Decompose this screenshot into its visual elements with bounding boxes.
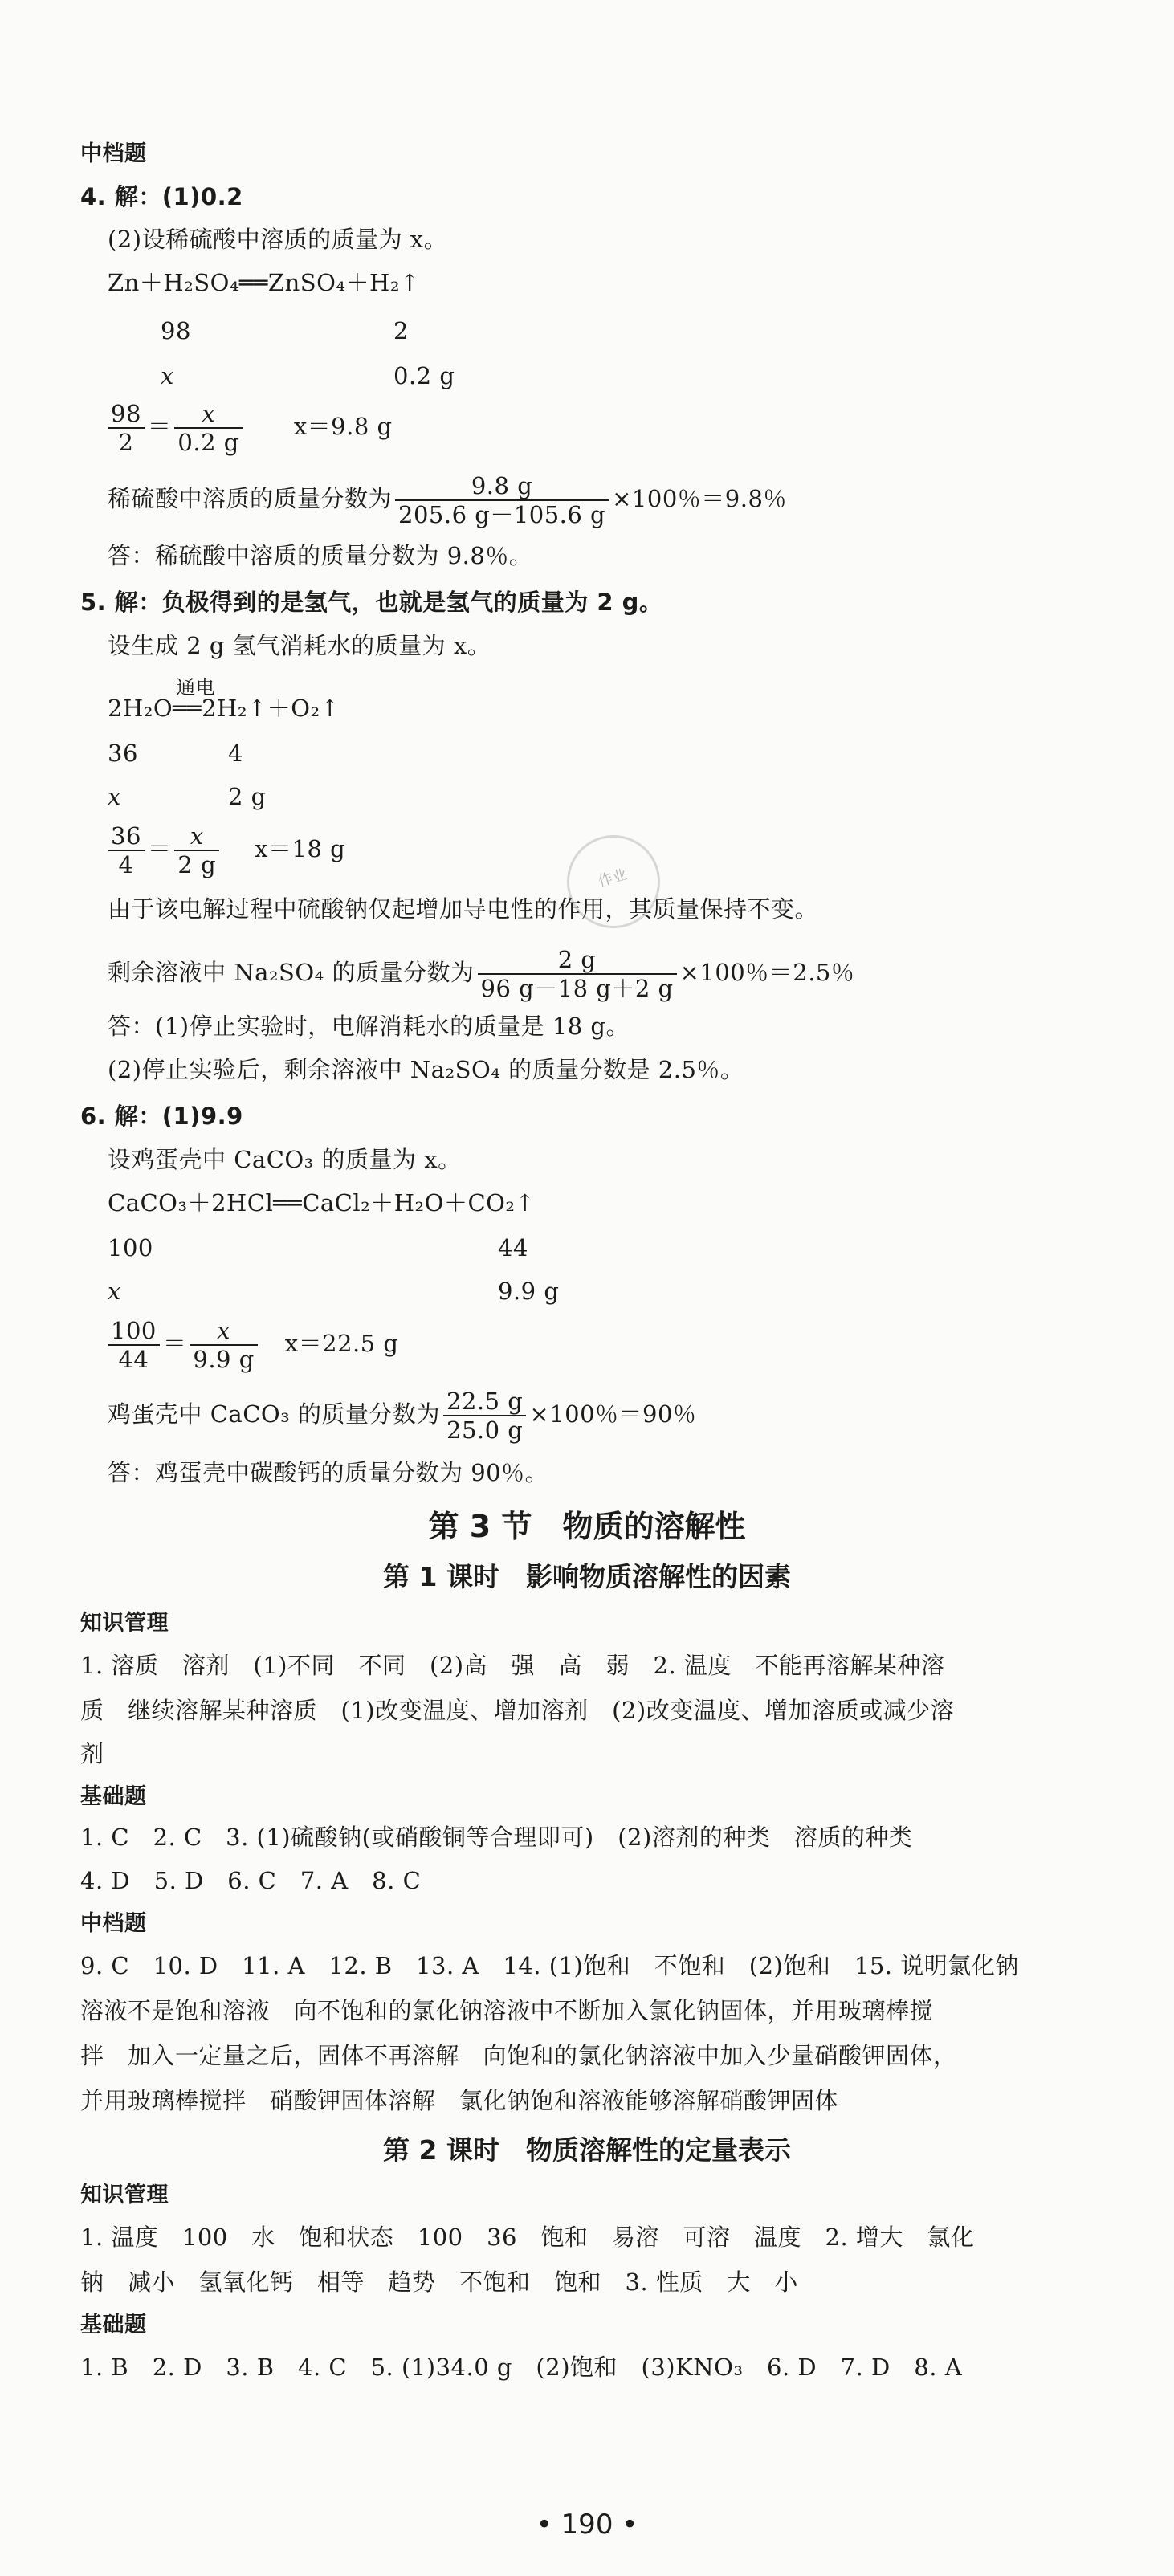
q4-equation: Zn＋H₂SO₄══ZnSO₄＋H₂↑: [108, 269, 420, 296]
q6-ratio-b2: 9.9 g: [498, 1278, 560, 1305]
zs1-line2: 质 继续溶解某种溶质 (1)改变温度、增加溶剂 (2)改变温度、增加溶质或减少溶: [80, 1697, 955, 1724]
mid2-line3: 拌 加入一定量之后，固体不再溶解 向饱和的氯化钠溶液中加入少量硝酸钾固体，: [80, 2042, 957, 2069]
jc1-line2: 4. D 5. D 6. C 7. A 8. C: [80, 1867, 422, 1894]
q6-ratio-a1: 100: [108, 1234, 153, 1262]
q4-line1: 4. 解：(1)0.2: [80, 183, 243, 210]
q4-frac1: $\frac{98}{2}$: [108, 400, 145, 456]
q6-proportion: $\frac{100}{44}$ ＝ $\frac{x}{9.9 g}$ x＝22.5 g: [104, 1317, 399, 1373]
heading-knowledge-1: 知识管理: [80, 1611, 169, 1636]
zs1-line1: 1. 溶质 溶剂 (1)不同 不同 (2)高 强 高 弱 2. 温度 不能再溶解某种溶: [80, 1652, 945, 1679]
q4-ratio-b1: 2: [393, 317, 409, 344]
lesson2-title: 第 2 课时 物质溶解性的定量表示: [383, 2134, 791, 2166]
q5-ratio-a1: 36: [108, 740, 138, 767]
jc2-line1: 1. B 2. D 3. B 4. C 5. (1)34.0 g (2)饱和 (3)KNO₃ 6. D 7. D 8. A: [80, 2354, 963, 2381]
q4-answer: 答：稀硫酸中溶质的质量分数为 9.8％。: [108, 542, 533, 569]
watermark-stamp: 作业: [556, 825, 671, 939]
q5-answer2: (2)停止实验后，剩余溶液中 Na₂SO₄ 的质量分数是 2.5％。: [108, 1056, 744, 1083]
q4-proportion: $\frac{98}{2}$ ＝ $\frac{x}{0.2 g}$ x＝9.8 g: [104, 400, 393, 456]
mid2-line2: 溶液不是饱和溶液 向不饱和的氯化钠溶液中不断加入氯化钠固体，并用玻璃棒搅: [80, 1997, 934, 2024]
q5-ratio-b1: 4: [228, 740, 243, 767]
q6-mass-fraction: 鸡蛋壳中 CaCO₃ 的质量分数为 $\frac{22.5 g}{25.0 g}$ ×100％＝90％: [108, 1388, 697, 1444]
q6-ratio-a2: x: [108, 1278, 121, 1305]
mid2-line4: 并用玻璃棒搅拌 硝酸钾固体溶解 氯化钠饱和溶液能够溶解硝酸钾固体: [80, 2087, 839, 2114]
q4-ratio-a1: 98: [161, 317, 191, 344]
q5-proportion: $\frac{36}{4}$ ＝ $\frac{x}{2 g}$ x＝18 g: [104, 822, 345, 878]
zs2-line1: 1. 温度 100 水 饱和状态 100 36 饱和 易溶 可溶 温度 2. 增大 氯化: [80, 2223, 975, 2251]
q5-answer1: 答：(1)停止实验时，电解消耗水的质量是 18 g。: [108, 1013, 630, 1040]
q6-equation: CaCO₃＋2HCl══CaCl₂＋H₂O＋CO₂↑: [108, 1189, 536, 1217]
zs2-line2: 钠 减小 氢氧化钙 相等 趋势 不饱和 饱和 3. 性质 大 小: [80, 2268, 798, 2296]
q4-ratio-a2: x: [161, 362, 174, 389]
q6-answer: 答：鸡蛋壳中碳酸钙的质量分数为 90％。: [108, 1459, 549, 1486]
zs1-line3: 剂: [80, 1740, 104, 1767]
q4-ratio-b2: 0.2 g: [393, 362, 455, 389]
q6-line1: 6. 解：(1)9.9: [80, 1103, 243, 1130]
jc1-line1: 1. C 2. C 3. (1)硫酸钠(或硝酸铜等合理即可) (2)溶剂的种类 溶质的种类: [80, 1824, 913, 1851]
heading-knowledge-2: 知识管理: [80, 2183, 169, 2207]
q4-mass-fraction: 稀硫酸中溶质的质量分数为 $\frac{9.8 g}{205.6 g-105.6 g}$ ×100％＝9.8％: [108, 472, 787, 528]
heading-basic-1: 基础题: [80, 1784, 147, 1809]
heading-medium-2: 中档题: [80, 1911, 147, 1936]
q6-ratio-b1: 44: [498, 1234, 528, 1262]
heading-basic-2: 基础题: [80, 2313, 147, 2338]
q6-line2: 设鸡蛋壳中 CaCO₃ 的质量为 x。: [108, 1146, 462, 1173]
q4-line2: (2)设稀硫酸中溶质的质量为 x。: [108, 226, 448, 253]
lesson1-title: 第 1 课时 影响物质溶解性的因素: [383, 1561, 791, 1592]
q4-frac2: $\frac{x}{0.2 g}$: [174, 400, 242, 456]
mid2-line1: 9. C 10. D 11. A 12. B 13. A 14. (1)饱和 不饱和 (2)饱和 15. 说明氯化钠: [80, 1952, 1019, 1979]
q5-line3: 由于该电解过程中硫酸钠仅起增加导电性的作用，其质量保持不变。: [108, 895, 819, 923]
q5-line2: 设生成 2 g 氢气消耗水的质量为 x。: [108, 632, 491, 659]
q5-equation: 2H₂O 通电 ══2H₂↑＋O₂↑: [108, 676, 340, 722]
q5-ratio-a2: x: [108, 783, 121, 810]
q5-line1: 5. 解：负极得到的是氢气，也就是氢气的质量为 2 g。: [80, 589, 663, 616]
q5-mass-fraction: 剩余溶液中 Na₂SO₄ 的质量分数为 $\frac{2 g}{96 g-18 g+2 g}$ ×100％＝2.5％: [108, 946, 855, 1002]
heading-medium-questions: 中档题: [80, 141, 147, 166]
q5-ratio-b2: 2 g: [228, 783, 267, 810]
page-number: • 190 •: [536, 2509, 638, 2541]
section-title: 第 3 节 物质的溶解性: [428, 1509, 746, 1544]
